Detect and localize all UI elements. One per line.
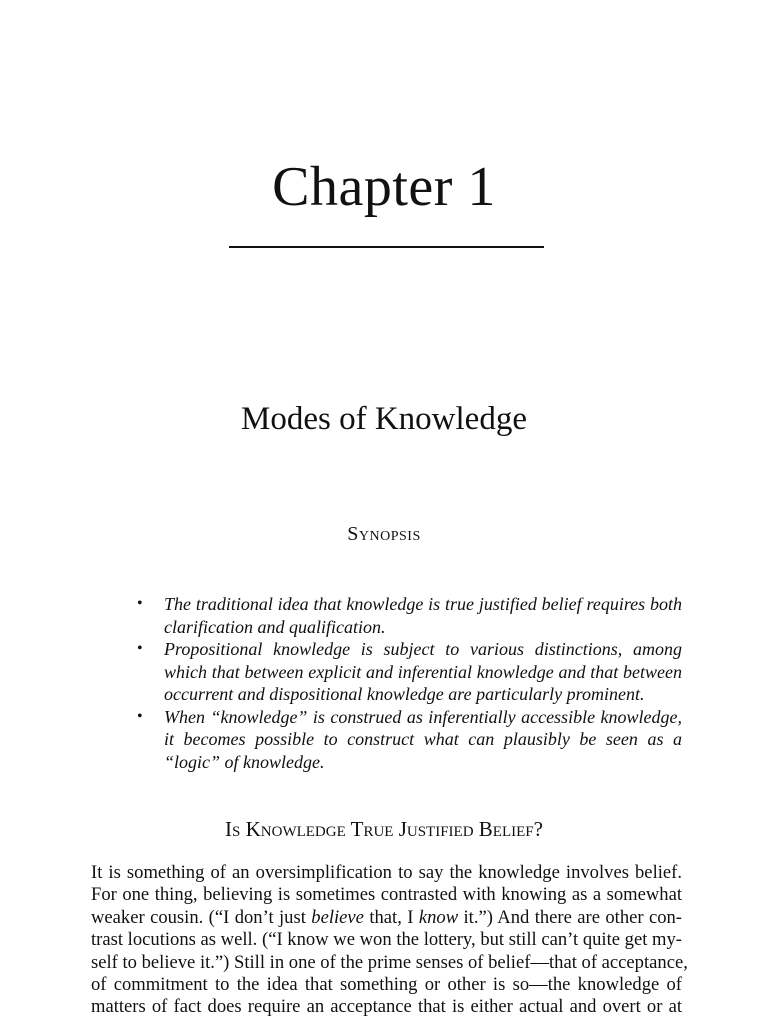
body-text-run: self to believe it.”) Still in one of the prime senses of belief—that of acceptance, [91,951,688,973]
body-text-run: that, I [363,906,419,928]
chapter-title: Chapter 1 [272,156,496,218]
synopsis-item [137,593,682,638]
body-text-run: It is something of an oversimplification to say the knowledge involves belief. [91,862,682,883]
body-line [91,907,682,929]
body-line [91,929,682,951]
body-text-run: matters of fact does require an acceptance that is either actual and overt or at [91,996,682,1018]
body-text-run: it.”) And there are other con- [458,906,682,928]
body-text-run: For one thing, believing is sometimes contrasted with knowing as a somewhat [91,884,682,906]
body-line [91,996,682,1018]
synopsis-item [137,638,682,706]
body-text-run: of commitment to the idea that something or other is so—the knowledge of [91,974,682,996]
bullet-icon: • [137,707,143,725]
body-line [91,974,682,996]
bullet-icon: • [137,595,143,612]
body-line [91,862,682,884]
chapter-rule-divider [229,246,544,248]
body-text-run: weaker cousin. (“I don’t just [91,906,312,928]
body-paragraph [91,862,688,1019]
synopsis-item-text: The traditional idea that knowledge is true justified belief requires both clarification and qualification. [164,594,682,637]
synopsis-item [137,706,682,774]
section-title: Modes of Knowledge [241,401,527,437]
emphasis-know: know [418,906,459,928]
synopsis-heading: Synopsis [347,523,421,545]
synopsis-item-text: Propositional knowledge is subject to various distinctions, among which that between explicit and inferential knowledge and that between occurrent and dispositional knowledge are particularly prominent. [164,639,682,704]
bullet-icon: • [137,640,143,657]
synopsis-item-text: When “knowledge” is construed as inferentially accessible knowledge, it becomes possible to construct what can plausibly be seen as a “logic” of knowledge. [164,706,682,772]
body-text-run: trast locutions as well. (“I know we won the lottery, but still can’t quite get my- [91,929,682,951]
body-line [91,951,688,974]
body-line [91,884,682,906]
emphasis-believe: believe [311,906,364,928]
synopsis-list [137,593,682,773]
subsection-heading: Is Knowledge True Justified Belief? [225,817,543,841]
